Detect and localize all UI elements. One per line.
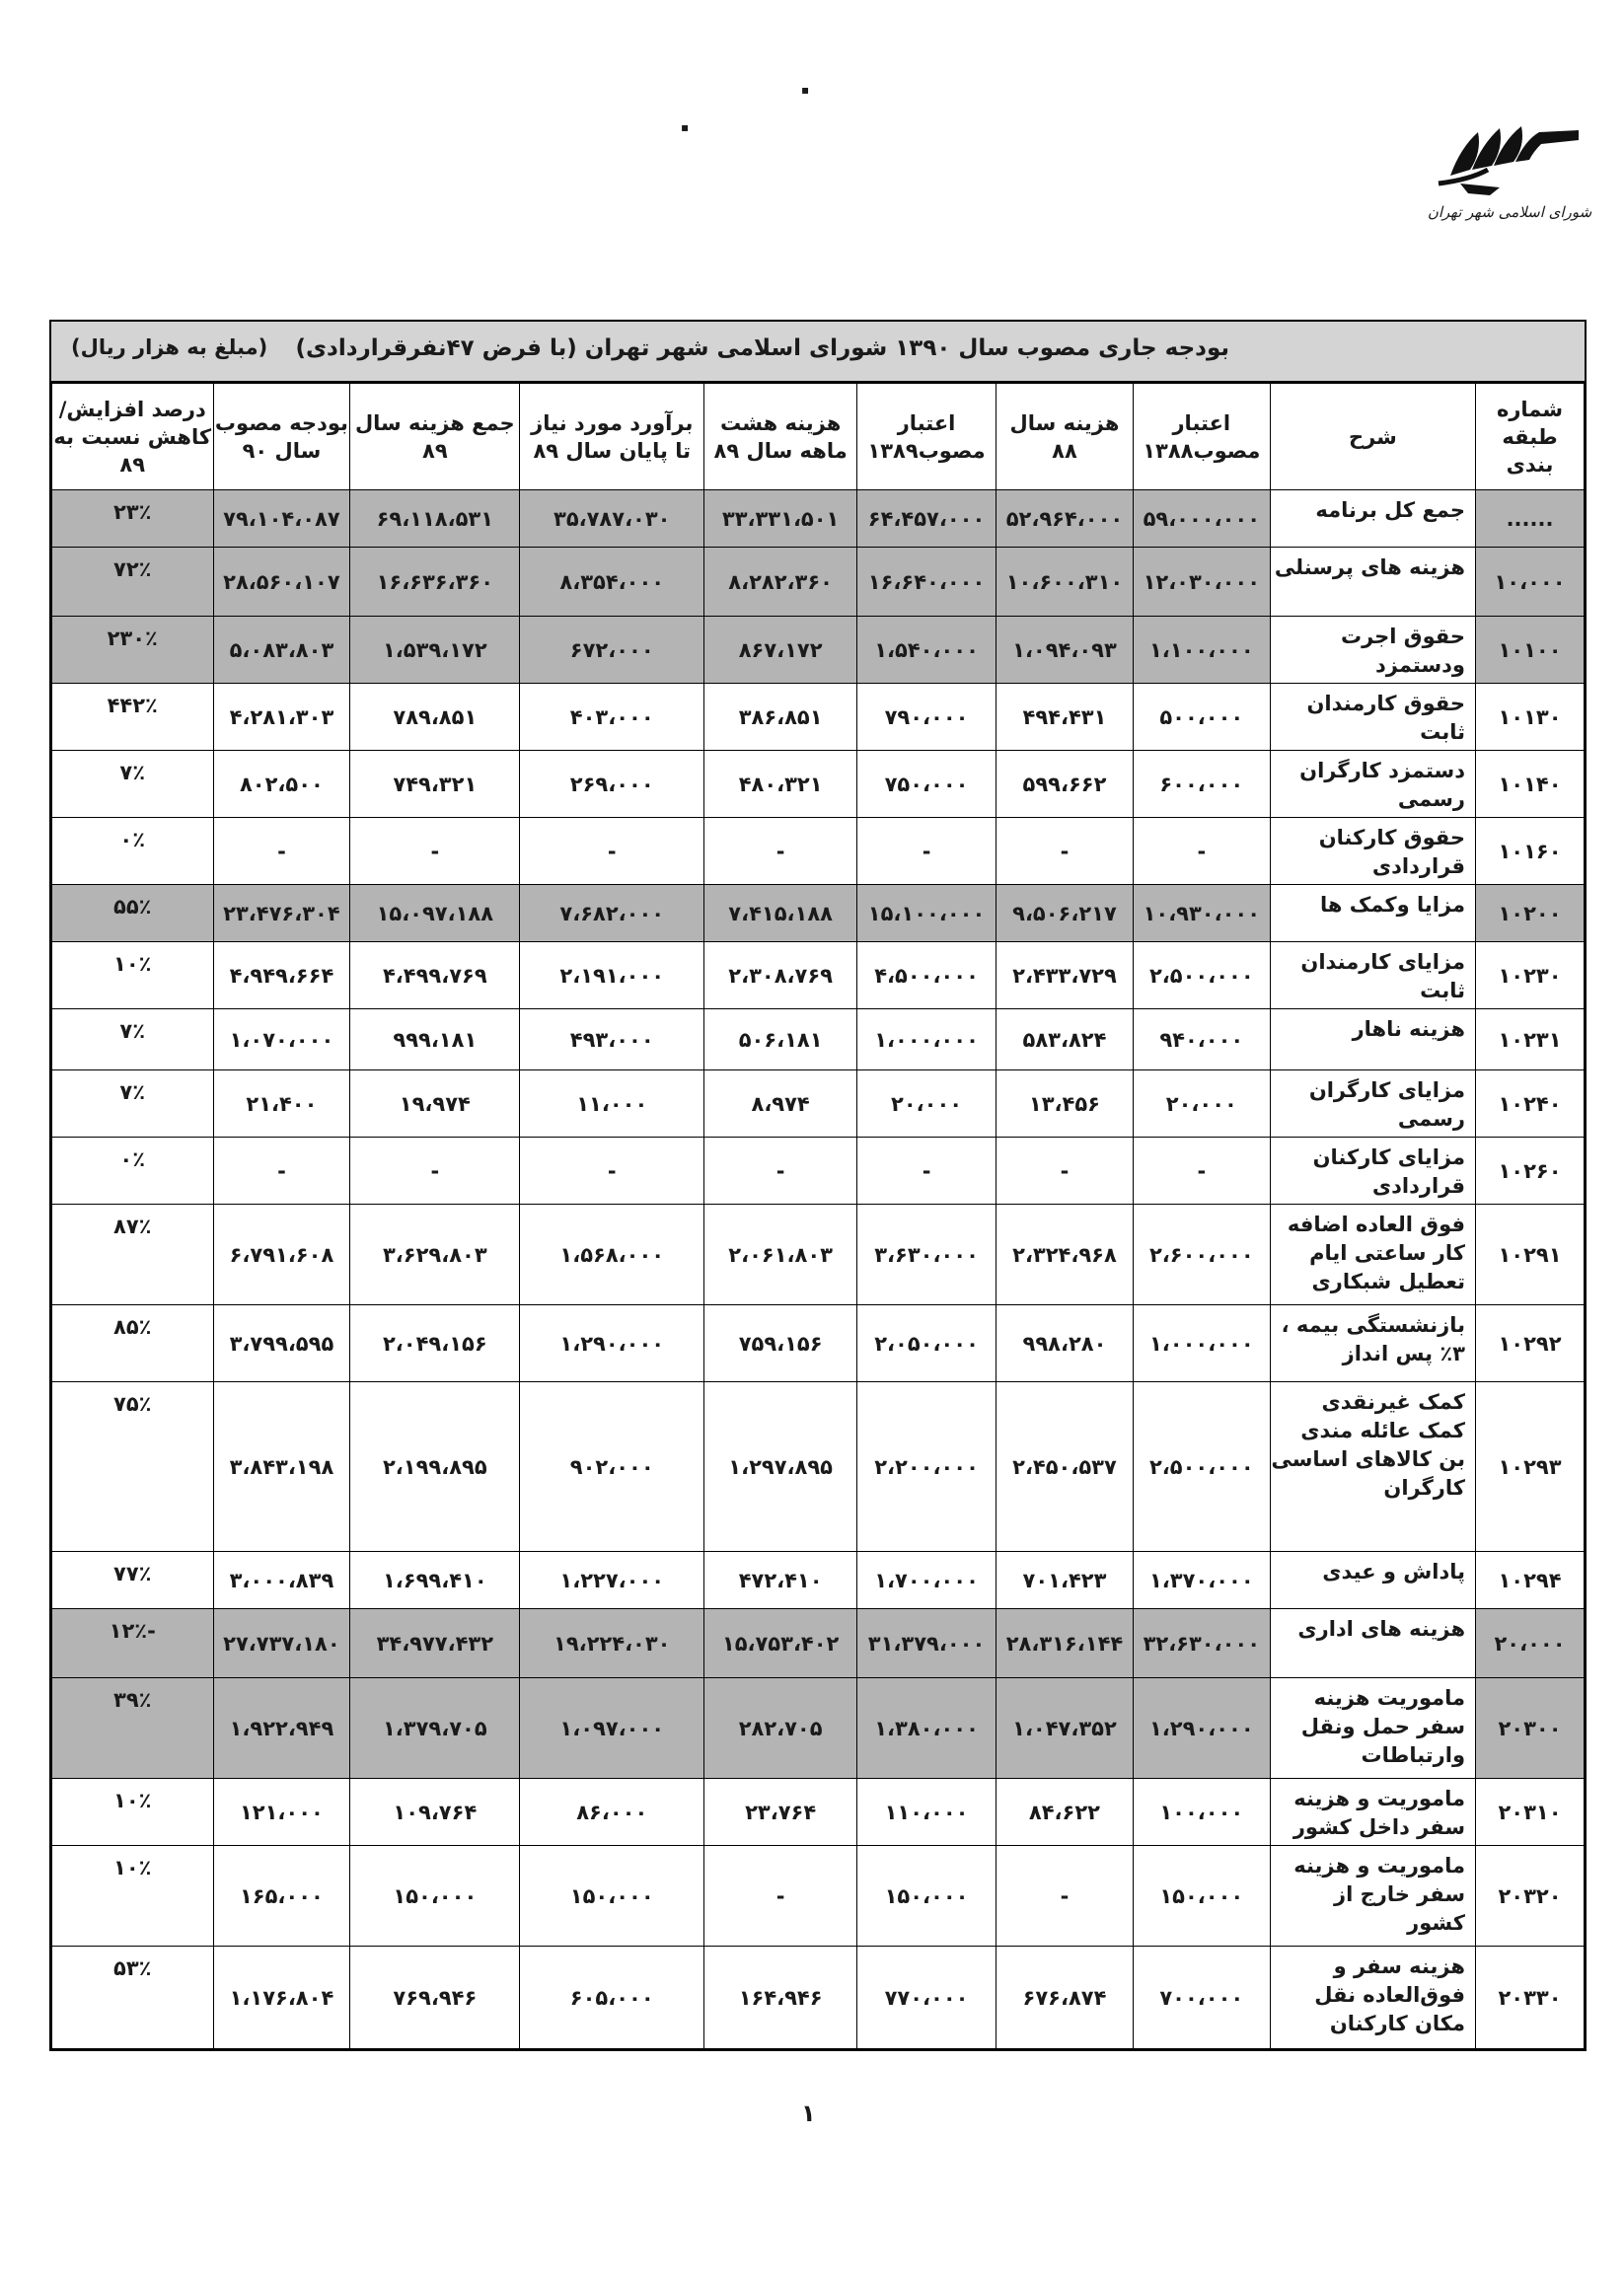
cost-88-cell: -	[997, 1138, 1134, 1205]
percent-change-cell: -۱۲٪	[52, 1609, 214, 1678]
description-cell: ماموریت هزینه سفر حمل ونقل وارتباطات	[1270, 1678, 1475, 1779]
budget-1388-cell: ۱،۱۰۰،۰۰۰	[1133, 617, 1270, 684]
cost-88-cell: ۲۸،۳۱۶،۱۴۴	[997, 1609, 1134, 1678]
total-cost-89-cell: ۷۸۹،۸۵۱	[350, 684, 520, 751]
budget-90-cell: ۴،۹۴۹،۶۶۴	[213, 942, 350, 1009]
col-budget-1388-header: اعتبار مصوب۱۳۸۸	[1133, 384, 1270, 490]
cost-88-cell: ۵۹۹،۶۶۲	[997, 751, 1134, 818]
total-cost-89-cell: ۹۹۹،۱۸۱	[350, 1009, 520, 1070]
estimate-89-cell: ۸،۳۵۴،۰۰۰	[520, 548, 704, 617]
description-cell: ماموریت و هزینه سفر خارج از کشور	[1270, 1846, 1475, 1947]
total-cost-89-cell: ۱،۶۹۹،۴۱۰	[350, 1552, 520, 1609]
budget-1389-cell: ۲،۰۵۰،۰۰۰	[857, 1305, 997, 1382]
estimate-89-cell: ۶۰۵،۰۰۰	[520, 1947, 704, 2049]
estimate-89-cell: -	[520, 1138, 704, 1205]
cost-8month-89-cell: -	[704, 1138, 857, 1205]
cost-8month-89-cell: -	[704, 818, 857, 885]
table-row	[52, 1678, 1585, 1779]
percent-change-cell: ۷۲٪	[52, 548, 214, 617]
percent-change-cell: ۸۵٪	[52, 1305, 214, 1382]
code-cell: ۱۰۲۳۱	[1476, 1009, 1585, 1070]
col-percent-change-header: درصد افزایش/کاهش نسبت به ۸۹	[52, 384, 214, 490]
estimate-89-cell: -	[520, 818, 704, 885]
code-cell: ۱۰۲۹۴	[1476, 1552, 1585, 1609]
budget-90-cell: ۱،۹۲۲،۹۴۹	[213, 1678, 350, 1779]
percent-change-cell: ۱۰٪	[52, 942, 214, 1009]
estimate-89-cell: ۱،۲۹۰،۰۰۰	[520, 1305, 704, 1382]
table-row	[52, 942, 1585, 1009]
description-cell: مزایا وکمک ها	[1270, 885, 1475, 942]
percent-change-cell: ۵۳٪	[52, 1947, 214, 2049]
total-cost-89-cell: ۴،۴۹۹،۷۶۹	[350, 942, 520, 1009]
percent-change-cell: ۸۷٪	[52, 1205, 214, 1305]
col-cost-88-header: هزینه سال ۸۸	[997, 384, 1134, 490]
col-cost-8month-89-header: هزینه هشت ماهه سال ۸۹	[704, 384, 857, 490]
estimate-89-cell: ۳۵،۷۸۷،۰۳۰	[520, 490, 704, 548]
description-cell: حقوق کارکنان قراردادی	[1270, 818, 1475, 885]
col-code-header: شماره طبقه بندی	[1476, 384, 1585, 490]
code-cell: ۱۰،۰۰۰	[1476, 548, 1585, 617]
table-title-bar	[51, 322, 1585, 383]
total-cost-89-cell: ۱۹،۹۷۴	[350, 1070, 520, 1138]
budget-1388-cell: ۷۰۰،۰۰۰	[1133, 1947, 1270, 2049]
budget-90-cell: ۳،۷۹۹،۵۹۵	[213, 1305, 350, 1382]
cost-8month-89-cell: ۲۳،۷۶۴	[704, 1779, 857, 1846]
code-cell: ۱۰۲۰۰	[1476, 885, 1585, 942]
budget-90-cell: ۱۲۱،۰۰۰	[213, 1779, 350, 1846]
estimate-89-cell: ۱۵۰،۰۰۰	[520, 1846, 704, 1947]
col-total-cost-89-header: جمع هزینه سال ۸۹	[350, 384, 520, 490]
total-cost-89-cell: ۷۴۹،۳۲۱	[350, 751, 520, 818]
cost-88-cell: ۵۸۳،۸۲۴	[997, 1009, 1134, 1070]
description-cell: هزینه سفر و فوق‌العاده نقل مکان کارکنان	[1270, 1947, 1475, 2049]
percent-change-cell: ۰٪	[52, 1138, 214, 1205]
budget-1388-cell: -	[1133, 818, 1270, 885]
table-row	[52, 617, 1585, 684]
cost-8month-89-cell: ۴۷۲،۴۱۰	[704, 1552, 857, 1609]
code-cell: ۱۰۱۳۰	[1476, 684, 1585, 751]
cost-8month-89-cell: ۲،۰۶۱،۸۰۳	[704, 1205, 857, 1305]
cost-8month-89-cell: ۱۶۴،۹۴۶	[704, 1947, 857, 2049]
budget-90-cell: ۲۱،۴۰۰	[213, 1070, 350, 1138]
budget-90-cell: -	[213, 1138, 350, 1205]
budget-90-cell: ۲۷،۷۳۷،۱۸۰	[213, 1609, 350, 1678]
estimate-89-cell: ۱،۰۹۷،۰۰۰	[520, 1678, 704, 1779]
scan-mark: ▪	[801, 83, 810, 97]
description-cell: مزایای کارگران رسمی	[1270, 1070, 1475, 1138]
budget-90-cell: ۸۰۲،۵۰۰	[213, 751, 350, 818]
percent-change-cell: ۵۵٪	[52, 885, 214, 942]
cost-8month-89-cell: ۲،۳۰۸،۷۶۹	[704, 942, 857, 1009]
percent-change-cell: ۲۳۰٪	[52, 617, 214, 684]
percent-change-cell: ۳۹٪	[52, 1678, 214, 1779]
code-cell: ۲۰۳۰۰	[1476, 1678, 1585, 1779]
code-cell: ۱۰۱۰۰	[1476, 617, 1585, 684]
cost-8month-89-cell: -	[704, 1846, 857, 1947]
budget-1388-cell: ۹۴۰،۰۰۰	[1133, 1009, 1270, 1070]
table-row	[52, 1779, 1585, 1846]
cost-88-cell: ۱۳،۴۵۶	[997, 1070, 1134, 1138]
budget-90-cell: ۷۹،۱۰۴،۰۸۷	[213, 490, 350, 548]
col-budget-1389-header: اعتبار مصوب۱۳۸۹	[857, 384, 997, 490]
cost-88-cell: ۴۹۴،۴۳۱	[997, 684, 1134, 751]
code-cell: ۱۰۲۹۳	[1476, 1382, 1585, 1552]
budget-1389-cell: ۲۰،۰۰۰	[857, 1070, 997, 1138]
cost-8month-89-cell: ۱،۲۹۷،۸۹۵	[704, 1382, 857, 1552]
description-cell: مزایای کارکنان قراردادی	[1270, 1138, 1475, 1205]
percent-change-cell: ۷٪	[52, 1009, 214, 1070]
estimate-89-cell: ۱۹،۲۲۴،۰۳۰	[520, 1609, 704, 1678]
total-cost-89-cell: -	[350, 818, 520, 885]
budget-1389-cell: ۶۴،۴۵۷،۰۰۰	[857, 490, 997, 548]
budget-1389-cell: ۴،۵۰۰،۰۰۰	[857, 942, 997, 1009]
total-cost-89-cell: ۱۶،۶۳۶،۳۶۰	[350, 548, 520, 617]
scan-mark: ▪	[681, 120, 690, 134]
total-cost-89-cell: ۱۵،۰۹۷،۱۸۸	[350, 885, 520, 942]
table-row	[52, 1138, 1585, 1205]
page-number: ۱	[801, 2100, 816, 2127]
total-cost-89-cell: ۱،۵۳۹،۱۷۲	[350, 617, 520, 684]
budget-sheet	[49, 320, 1587, 2051]
budget-1388-cell: ۵۰۰،۰۰۰	[1133, 684, 1270, 751]
cost-88-cell: ۸۴،۶۲۲	[997, 1779, 1134, 1846]
budget-1389-cell: ۱۱۰،۰۰۰	[857, 1779, 997, 1846]
estimate-89-cell: ۲،۱۹۱،۰۰۰	[520, 942, 704, 1009]
estimate-89-cell: ۸۶،۰۰۰	[520, 1779, 704, 1846]
table-row	[52, 1070, 1585, 1138]
budget-1388-cell: ۲،۵۰۰،۰۰۰	[1133, 942, 1270, 1009]
estimate-89-cell: ۲۶۹،۰۰۰	[520, 751, 704, 818]
description-cell: دستمزد کارگران رسمی	[1270, 751, 1475, 818]
total-cost-89-cell: ۶۹،۱۱۸،۵۳۱	[350, 490, 520, 548]
code-cell: ۱۰۲۶۰	[1476, 1138, 1585, 1205]
code-cell: ۱۰۲۴۰	[1476, 1070, 1585, 1138]
budget-1389-cell: ۷۵۰،۰۰۰	[857, 751, 997, 818]
cost-8month-89-cell: ۵۰۶،۱۸۱	[704, 1009, 857, 1070]
description-cell: هزینه های اداری	[1270, 1609, 1475, 1678]
estimate-89-cell: ۹۰۲،۰۰۰	[520, 1382, 704, 1552]
budget-1389-cell: -	[857, 818, 997, 885]
budget-1389-cell: ۳۱،۳۷۹،۰۰۰	[857, 1609, 997, 1678]
budget-90-cell: ۱،۰۷۰،۰۰۰	[213, 1009, 350, 1070]
code-cell: ۱۰۱۴۰	[1476, 751, 1585, 818]
code-cell: ۲۰،۰۰۰	[1476, 1609, 1585, 1678]
table-row	[52, 1382, 1585, 1552]
budget-90-cell: ۶،۷۹۱،۶۰۸	[213, 1205, 350, 1305]
budget-90-cell: ۴،۲۸۱،۳۰۳	[213, 684, 350, 751]
col-description-header: شرح	[1270, 384, 1475, 490]
budget-1388-cell: ۲،۶۰۰،۰۰۰	[1133, 1205, 1270, 1305]
description-cell: هزینه ناهار	[1270, 1009, 1475, 1070]
cost-88-cell: ۲،۴۳۳،۷۲۹	[997, 942, 1134, 1009]
budget-90-cell: -	[213, 818, 350, 885]
budget-1389-cell: ۱۵،۱۰۰،۰۰۰	[857, 885, 997, 942]
cost-88-cell: ۲،۴۵۰،۵۳۷	[997, 1382, 1134, 1552]
table-row	[52, 1205, 1585, 1305]
budget-1389-cell: ۱،۳۸۰،۰۰۰	[857, 1678, 997, 1779]
council-logo-icon	[1431, 118, 1588, 207]
estimate-89-cell: ۱۱،۰۰۰	[520, 1070, 704, 1138]
table-row	[52, 1609, 1585, 1678]
total-cost-89-cell: ۳،۶۲۹،۸۰۳	[350, 1205, 520, 1305]
budget-1388-cell: ۱۲،۰۳۰،۰۰۰	[1133, 548, 1270, 617]
budget-1388-cell: ۱،۲۹۰،۰۰۰	[1133, 1678, 1270, 1779]
budget-90-cell: ۲۳،۴۷۶،۳۰۴	[213, 885, 350, 942]
code-cell: ۲۰۳۱۰	[1476, 1779, 1585, 1846]
total-cost-89-cell: ۷۶۹،۹۴۶	[350, 1947, 520, 2049]
cost-8month-89-cell: ۸،۲۸۲،۳۶۰	[704, 548, 857, 617]
budget-1389-cell: ۲،۲۰۰،۰۰۰	[857, 1382, 997, 1552]
code-cell: ۱۰۱۶۰	[1476, 818, 1585, 885]
cost-88-cell: ۱،۰۹۴،۰۹۳	[997, 617, 1134, 684]
budget-1389-cell: ۳،۶۳۰،۰۰۰	[857, 1205, 997, 1305]
cost-88-cell: ۱،۰۴۷،۳۵۲	[997, 1678, 1134, 1779]
budget-1389-cell: ۱۵۰،۰۰۰	[857, 1846, 997, 1947]
budget-1389-cell: ۷۹۰،۰۰۰	[857, 684, 997, 751]
table-row	[52, 1846, 1585, 1947]
budget-1388-cell: ۱۵۰،۰۰۰	[1133, 1846, 1270, 1947]
total-cost-89-cell: -	[350, 1138, 520, 1205]
cost-88-cell: ۲،۳۲۴،۹۶۸	[997, 1205, 1134, 1305]
cost-8month-89-cell: ۸،۹۷۴	[704, 1070, 857, 1138]
total-cost-89-cell: ۱۵۰،۰۰۰	[350, 1846, 520, 1947]
logo-caption: شورای اسلامی شهر تهران	[1427, 203, 1592, 221]
total-cost-89-cell: ۲،۱۹۹،۸۹۵	[350, 1382, 520, 1552]
cost-8month-89-cell: ۳۸۶،۸۵۱	[704, 684, 857, 751]
total-cost-89-cell: ۱،۳۷۹،۷۰۵	[350, 1678, 520, 1779]
total-cost-89-cell: ۳۴،۹۷۷،۴۳۲	[350, 1609, 520, 1678]
cost-88-cell: ۵۲،۹۶۴،۰۰۰	[997, 490, 1134, 548]
table-row	[52, 885, 1585, 942]
description-cell: کمک غیرنقدی کمک عائله مندی بن کالاهای اساسی کارگران	[1270, 1382, 1475, 1552]
code-cell: ۱۰۲۳۰	[1476, 942, 1585, 1009]
total-cost-89-cell: ۱۰۹،۷۶۴	[350, 1779, 520, 1846]
table-header-row	[52, 384, 1585, 490]
estimate-89-cell: ۴۰۳،۰۰۰	[520, 684, 704, 751]
cost-8month-89-cell: ۷۵۹،۱۵۶	[704, 1305, 857, 1382]
budget-90-cell: ۱۶۵،۰۰۰	[213, 1846, 350, 1947]
cost-88-cell: ۹۹۸،۲۸۰	[997, 1305, 1134, 1382]
table-row	[52, 1009, 1585, 1070]
budget-1388-cell: ۱۰،۹۳۰،۰۰۰	[1133, 885, 1270, 942]
cost-88-cell: -	[997, 818, 1134, 885]
description-cell: بازنشستگی بیمه ، ۳٪ پس انداز	[1270, 1305, 1475, 1382]
table-row	[52, 490, 1585, 548]
budget-90-cell: ۳،۰۰۰،۸۳۹	[213, 1552, 350, 1609]
description-cell: مزایای کارمندان ثابت	[1270, 942, 1475, 1009]
percent-change-cell: ۰٪	[52, 818, 214, 885]
estimate-89-cell: ۶۷۲،۰۰۰	[520, 617, 704, 684]
budget-1388-cell: ۱۰۰،۰۰۰	[1133, 1779, 1270, 1846]
description-cell: هزینه های پرسنلی	[1270, 548, 1475, 617]
budget-1388-cell: ۶۰۰،۰۰۰	[1133, 751, 1270, 818]
budget-90-cell: ۱،۱۷۶،۸۰۴	[213, 1947, 350, 2049]
description-cell: فوق العاده اضافه کار ساعتی ایام تعطیل شبکاری	[1270, 1205, 1475, 1305]
percent-change-cell: ۲۳٪	[52, 490, 214, 548]
col-estimate-89-header: برآورد مورد نیاز تا پایان سال ۸۹	[520, 384, 704, 490]
table-row	[52, 1305, 1585, 1382]
percent-change-cell: ۷۵٪	[52, 1382, 214, 1552]
cost-8month-89-cell: ۴۸۰،۳۲۱	[704, 751, 857, 818]
percent-change-cell: ۷۷٪	[52, 1552, 214, 1609]
cost-8month-89-cell: ۷،۴۱۵،۱۸۸	[704, 885, 857, 942]
description-cell: حقوق کارمندان ثابت	[1270, 684, 1475, 751]
cost-8month-89-cell: ۱۵،۷۵۳،۴۰۲	[704, 1609, 857, 1678]
percent-change-cell: ۷٪	[52, 1070, 214, 1138]
percent-change-cell: ۱۰٪	[52, 1779, 214, 1846]
table-row	[52, 1552, 1585, 1609]
cost-88-cell: -	[997, 1846, 1134, 1947]
percent-change-cell: ۷٪	[52, 751, 214, 818]
description-cell: پاداش و عیدی	[1270, 1552, 1475, 1609]
budget-90-cell: ۲۸،۵۶۰،۱۰۷	[213, 548, 350, 617]
code-cell: ۲۰۳۳۰	[1476, 1947, 1585, 2049]
budget-1389-cell: ۱،۰۰۰،۰۰۰	[857, 1009, 997, 1070]
description-cell: ماموریت و هزینه سفر داخل کشور	[1270, 1779, 1475, 1846]
table-row	[52, 818, 1585, 885]
budget-1389-cell: -	[857, 1138, 997, 1205]
table-title: بودجه جاری مصوب سال ۱۳۹۰ شورای اسلامی شهر تهران (با فرض ۴۷نفرقراردادی)	[295, 335, 1229, 361]
budget-1389-cell: ۱،۷۰۰،۰۰۰	[857, 1552, 997, 1609]
table-row	[52, 548, 1585, 617]
budget-1388-cell: ۲۰،۰۰۰	[1133, 1070, 1270, 1138]
description-cell: حقوق اجرت ودستمزد	[1270, 617, 1475, 684]
cost-88-cell: ۶۷۶،۸۷۴	[997, 1947, 1134, 2049]
table-row	[52, 751, 1585, 818]
percent-change-cell: ۱۰٪	[52, 1846, 214, 1947]
cost-88-cell: ۷۰۱،۴۲۳	[997, 1552, 1134, 1609]
percent-change-cell: ۴۴۲٪	[52, 684, 214, 751]
estimate-89-cell: ۴۹۳،۰۰۰	[520, 1009, 704, 1070]
table-row	[52, 1947, 1585, 2049]
total-cost-89-cell: ۲،۰۴۹،۱۵۶	[350, 1305, 520, 1382]
unit-note: (مبلغ به هزار ریال)	[71, 335, 268, 359]
code-cell: ۱۰۲۹۱	[1476, 1205, 1585, 1305]
code-cell: ۲۰۳۲۰	[1476, 1846, 1585, 1947]
budget-1389-cell: ۷۷۰،۰۰۰	[857, 1947, 997, 2049]
description-cell: جمع کل برنامه	[1270, 490, 1475, 548]
col-budget-90-header: بودجه مصوب سال ۹۰	[213, 384, 350, 490]
budget-1388-cell: ۱،۰۰۰،۰۰۰	[1133, 1305, 1270, 1382]
budget-1388-cell: ۲،۵۰۰،۰۰۰	[1133, 1382, 1270, 1552]
cost-88-cell: ۱۰،۶۰۰،۳۱۰	[997, 548, 1134, 617]
code-cell: ......	[1476, 490, 1585, 548]
cost-88-cell: ۹،۵۰۶،۲۱۷	[997, 885, 1134, 942]
budget-1389-cell: ۱،۵۴۰،۰۰۰	[857, 617, 997, 684]
budget-1388-cell: -	[1133, 1138, 1270, 1205]
budget-1388-cell: ۵۹،۰۰۰،۰۰۰	[1133, 490, 1270, 548]
estimate-89-cell: ۱،۵۶۸،۰۰۰	[520, 1205, 704, 1305]
budget-1389-cell: ۱۶،۶۴۰،۰۰۰	[857, 548, 997, 617]
table-row	[52, 684, 1585, 751]
cost-8month-89-cell: ۸۶۷،۱۷۲	[704, 617, 857, 684]
estimate-89-cell: ۱،۲۲۷،۰۰۰	[520, 1552, 704, 1609]
budget-90-cell: ۳،۸۴۳،۱۹۸	[213, 1382, 350, 1552]
cost-8month-89-cell: ۳۳،۳۳۱،۵۰۱	[704, 490, 857, 548]
code-cell: ۱۰۲۹۲	[1476, 1305, 1585, 1382]
cost-8month-89-cell: ۲۸۲،۷۰۵	[704, 1678, 857, 1779]
estimate-89-cell: ۷،۶۸۲،۰۰۰	[520, 885, 704, 942]
budget-1388-cell: ۱،۳۷۰،۰۰۰	[1133, 1552, 1270, 1609]
budget-1388-cell: ۳۲،۶۳۰،۰۰۰	[1133, 1609, 1270, 1678]
budget-90-cell: ۵،۰۸۳،۸۰۳	[213, 617, 350, 684]
budget-table	[51, 383, 1585, 2049]
